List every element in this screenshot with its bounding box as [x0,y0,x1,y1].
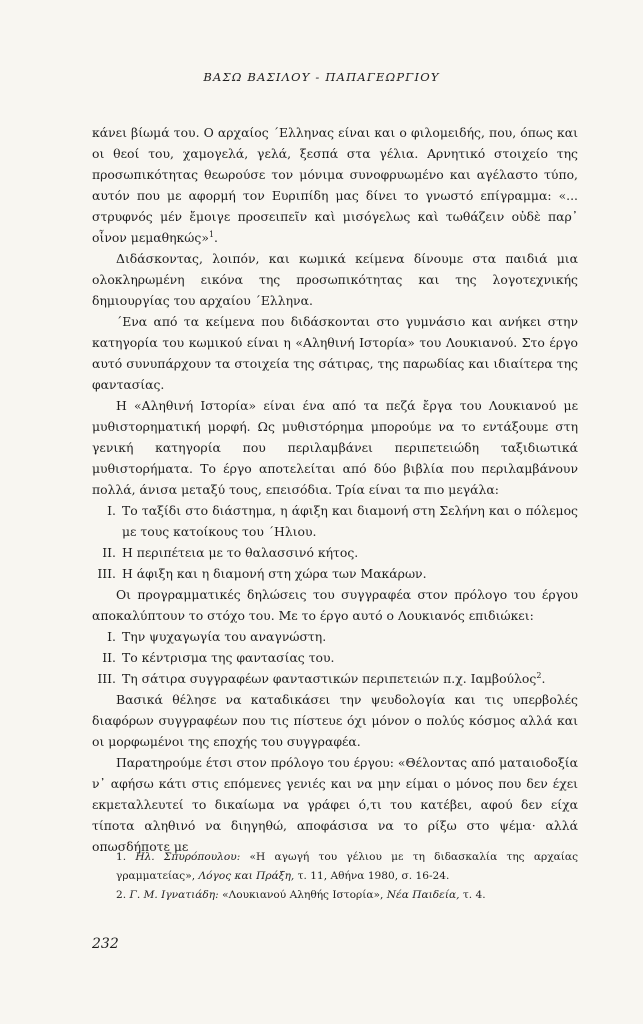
paragraph: Η «Αληθινή Ιστορία» είναι ένα από τα πεζά ἔργα του Λουκιανού με μυθιστορηματική μορφή. Ως μυθιστόρημα μπορούμε να το εντάξουμε στη γενική κατηγορία που περιλαμβάνει περιπετειώδη ταξιδιωτικά μυθιστορήματα. Το έργο αποτελείται από δύο βιβλία που περιλαμβάνουν πολλά, άνισα μεταξύ τους, επεισόδια. Τρία είναι τα πιο μεγάλα: [92,398,578,497]
list-item: III. Τη σάτιρα συγγραφέων φανταστικών περιπετειών π.χ. Ιαμβούλος$^2$. [97,670,546,686]
paragraph: ΄Ενα από τα κείμενα που διδάσκονται στο γυμνάσιο και ανήκει στην κατηγορία του κωμικού είναι η «Αληθινή Ιστορία» του Λουκιανού. Στο έργο αυτό συνυπάρχουν τα στοιχεία της σάτιρας, της παρωδίας και ιδιαίτερα της φαντασίας. [92,314,578,392]
footnote-ref: 1 [208,229,215,239]
paragraph: κάνει βίωμά του. Ο αρχαίος ΄Ελληνας είναι και ο φιλομειδής, που, όπως και οι θεοί του, χαμογελά, γελά, ξεσπά στα γέλια. Αρνητικό στοιχείο της προσωπικότητας θεωρούσε τον μόνιμα συνοφρυωμένο και αγέλαστο τύπο, αυτόν που με αφορμή τον Ευριπίδη μας δίνει το γνωστό επίγραμμα: «... στρυφνός μέν ἔμοιγε προσειπεῖν καὶ μισόγελως καὶ τωθάζειν οὐδὲ παρ᾽ οἶνον μεμαθηκώς»$^1$. [92,125,578,245]
main-text [92,122,578,857]
list-item: I. Το ταξίδι στο διάστημα, η άφιξη και διαμονή στη Σελήνη και ο πόλεμος με τους κατοίκους του ΄Ηλιου. [107,503,578,539]
page-number: 232 [92,936,119,952]
paragraph: Οι προγραμματικές δηλώσεις του συγγραφέα στον πρόλογο του έργου αποκαλύπτουν το στόχο του. Με το έργο αυτό ο Λουκιανός επιδιώκει: [92,587,578,623]
paragraph: Παρατηρούμε έτσι στον πρόλογο του έργου: «Θέλοντας από ματαιοδοξία ν᾽ αφήσω κάτι στις επόμενες γενιές και να μην είμαι ο μόνος που δεν έχει εκμεταλλευτεί το δικαίωμα να γράφει ό,τι του κατέβει, αφού δεν είχα τίποτα αληθινό να διηγηθώ, αποφάσισα να το ρίξω στο ψέμα· αλλά οπωσδήποτε με [92,755,578,854]
running-header: ΒΑΣΩ ΒΑΣΙΛΟΥ - ΠΑΠΑΓΕΩΡΓΙΟΥ [203,70,440,84]
list-item: II. Η περιπέτεια με το θαλασσινό κήτος. [102,545,359,560]
footnote: 2. Γ. Μ. Ιγνατιάδη: «Λουκιανού Αληθής Ιστορία», Νέα Παιδεία, τ. 4. [116,889,486,901]
footnote-ref: 2 [536,670,542,680]
list-item: I. Την ψυχαγωγία του αναγνώστη. [107,629,327,644]
footnotes [92,848,578,905]
paragraph: Διδάσκοντας, λοιπόν, και κωμικά κείμενα δίνουμε στα παιδιά μια ολοκληρωμένη εικόνα της προσωπικότητας και της λογοτεχνικής δημιουργίας του αρχαίου ΄Ελληνα. [92,251,578,308]
paragraph: Βασικά θέλησε να καταδικάσει την ψευδολογία και τις υπερβολές διαφόρων συγγραφέων που τις πίστευε όχι μόνον ο πολύς κόσμος αλλά και οι μορφωμένοι της εποχής του συγγραφέα. [92,692,578,749]
footnote: 1. Ηλ. Σπυρόπουλου: «Η αγωγή του γέλιου με τη διδασκαλία της αρχαίας γραμματείας», Λόγος και Πράξη, τ. 11, Αθήνα 1980, σ. 16-24. [116,851,579,882]
list-item: II. Το κέντρισμα της φαντασίας του. [102,650,335,665]
list-item: III. Η άφιξη και η διαμονή στη χώρα των Μακάρων. [97,566,427,581]
